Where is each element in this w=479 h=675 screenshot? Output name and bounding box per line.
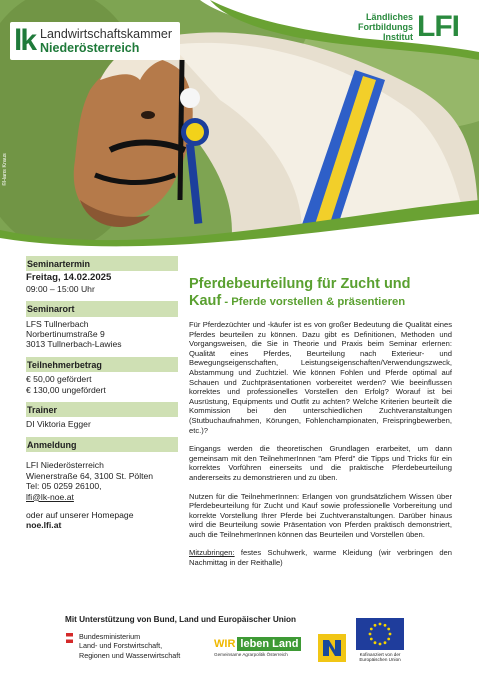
method-paragraph: Eingangs werden die theoretischen Grundlagen erarbeitet, um dann gemeinsam mit den TeilnehmerInnen "am Pferd" die Tipps und Tricks für ein korrektes Vorführen einerseits und die praktische Pferdebeurteilung andererseits zu demonstrieren und zu üben. — [189, 444, 452, 482]
lfi-logo-mark: LFI — [417, 10, 459, 43]
registration-line: Wienerstraße 64, 3100 St. Pölten — [26, 470, 154, 481]
ministry-logo — [66, 632, 180, 660]
benefit-paragraph: Nutzen für die TeilnehmerInnen: Erlangen von grundsätzlichem Wissen über Pferdebeurteilung für Zucht und Kauf sowie professionelle Vorbereitung und korrekte Vorstellung Ihrer Pferde bei Zuchtveranstaltungen. Darüber hinaus wird die Beurteilung sowie Präsentation von Pferden praktisch demonstriert, auch die TeilnehmerInnen können das Beurteilen und Vorstellen üben. — [189, 491, 452, 539]
bring-along-text: festes Schuhwerk, warme Kleidung (wir verbringen den Nachmittag in der Reithalle) — [189, 548, 452, 568]
intro-paragraph: Für Pferdezüchter und -käufer ist es von großer Bedeutung die Qualität eines Pferdes beurteilen zu können. Dazu gibt es Definitionen, Methoden und Vorgangsweisen, die Sie in Theorie und Praxis beim Seminar erlernen: Qualität eines Pferdes, Beurteilung nach Exterieur- und Bewegungseigenschaften, Leistungseigenschaften/Verwendungszweck, Abstammung und Zuchtziel. Wie können Fohlen und Pferde optimal auf Schauen und Zuchtpräsentationen vorbereitet werden? Wie beeinflussen korrektes und professionelles Vorstellen den Erfolg? Worauf ist bei Ausrüstung, Equipments und Outfit zu achten? Welche Kriterien beurteilt die Kommission bei den unterschiedlichen Zuchtveranstaltungen (Stutbuchaufnahmen, Körungen, Fohlenchampionaten, Freispringbewerben, etc.)? — [189, 320, 452, 435]
eu-caption-line2: Europäischen Union — [359, 657, 401, 663]
eu-flag-icon — [356, 618, 404, 650]
sponsor-heading: Mit Unterstützung von Bund, Land und Europäischer Union — [65, 615, 297, 624]
lfi-logo — [358, 10, 459, 44]
wir-text: WIR — [214, 638, 236, 650]
lk-logo — [10, 22, 180, 60]
ministry-line1: Bundesministerium — [79, 632, 141, 641]
section-heading: Seminarort — [26, 301, 178, 316]
location-line: LFS Tullnerbach — [26, 318, 89, 329]
ministry-line2: Land- und Forstwirtschaft, — [79, 641, 163, 651]
ministry-line3: Regionen und Wasserwirtschaft — [79, 650, 181, 660]
noe-logo-icon — [318, 634, 346, 662]
registration-line: oder auf unserer Homepage — [26, 509, 134, 520]
homepage-link[interactable]: noe.lfi.at — [26, 520, 62, 531]
section-heading: Seminartermin — [26, 256, 178, 271]
lfi-line3: Institut — [383, 32, 413, 42]
info-sidebar — [26, 256, 178, 538]
lk-logo-line2: Niederösterreich — [40, 41, 140, 55]
wir-leben-land-logo — [214, 637, 301, 657]
eu-caption-line1: Kofinanziert von der — [359, 652, 401, 657]
lfi-line2: Fortbildungs — [358, 22, 413, 32]
section-heading: Anmeldung — [26, 437, 178, 452]
page-subtitle: - Pferde vorstellen & präsentieren — [221, 296, 406, 308]
main-content — [189, 276, 452, 568]
austria-flag-icon — [66, 633, 73, 643]
seminar-location-block — [26, 301, 178, 350]
wir-subline: Gemeinsame Agrarpolitik Österreich — [214, 652, 288, 657]
registration-line: Tel: 05 0259 26100, — [26, 481, 102, 492]
photo-credit: ©Hans Kraus — [2, 153, 8, 186]
title-line1: Pferdebeurteilung für Zucht und — [189, 276, 411, 292]
fee-line: € 130,00 ungefördert — [26, 384, 106, 395]
lk-logo-line1: Landwirtschaftskammer — [40, 27, 173, 41]
bring-along-label: Mitzubringen: — [189, 548, 235, 558]
fee-line: € 50,00 gefördert — [26, 374, 92, 385]
seminar-date-block — [26, 256, 178, 294]
registration-block — [26, 437, 178, 531]
location-line: 3013 Tullnerbach-Lawies — [26, 339, 122, 350]
email-link[interactable]: lfi@lk-noe.at — [26, 491, 74, 502]
location-line: Norbertinumstraße 9 — [26, 329, 105, 340]
seminar-date: Freitag, 14.02.2025 — [26, 272, 112, 284]
seminar-time: 09:00 – 15:00 Uhr — [26, 283, 95, 294]
bring-along-paragraph — [189, 548, 452, 567]
trainer-block — [26, 402, 178, 430]
title-line2: Kauf — [189, 293, 222, 309]
lk-logo-mark: lk — [14, 24, 36, 57]
section-heading: Trainer — [26, 402, 178, 417]
leben-land-text: leben Land — [237, 637, 301, 651]
fee-block — [26, 357, 178, 395]
section-heading: Teilnehmerbetrag — [26, 357, 178, 372]
page-title — [189, 276, 452, 311]
registration-line: LFI Niederösterreich — [26, 460, 104, 471]
lfi-line1: Ländliches — [365, 12, 413, 22]
trainer-name: DI Viktoria Egger — [26, 419, 91, 430]
eu-caption — [352, 652, 408, 663]
hero-photo — [0, 0, 479, 250]
